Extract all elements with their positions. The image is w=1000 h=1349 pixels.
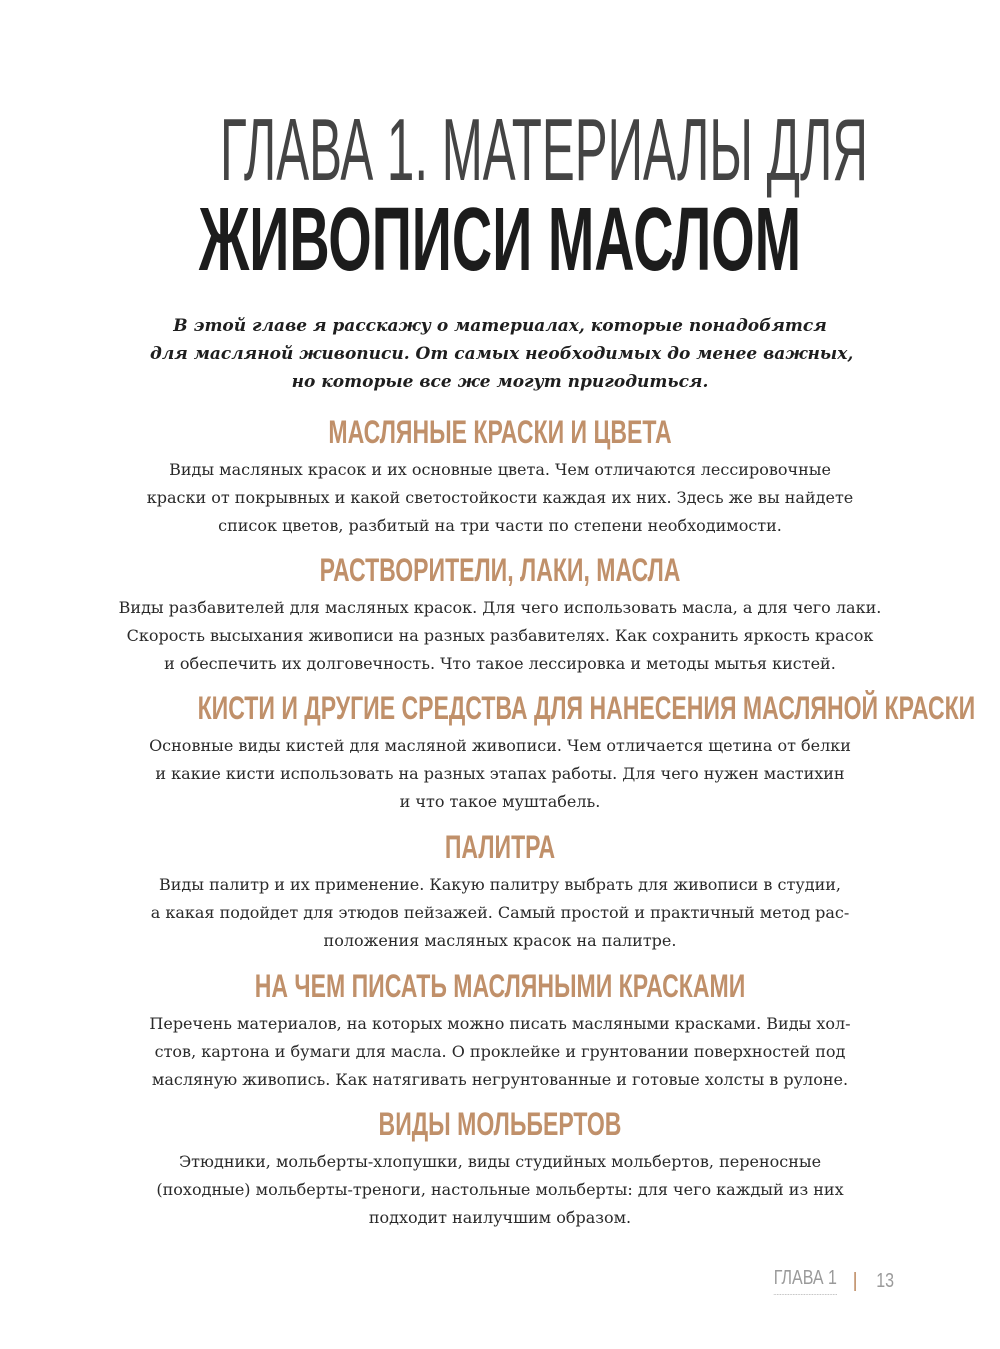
chapter-title-thin-text: ГЛАВА 1. МАТЕРИАЛЫ ДЛЯ: [220, 100, 868, 199]
section-body: [80, 1148, 920, 1232]
intro-line: но которые все же могут пригодиться.: [291, 372, 709, 392]
section-heading: КИСТИ И ДРУГИЕ СРЕДСТВА ДЛЯ НАНЕСЕНИЯ МАСЛЯНОЙ КРАСКИ: [197, 690, 976, 726]
section-brushes: [80, 688, 976, 816]
section-body-line: стов, картона и бумаги для масла. О проклейке и грунтовании поверхностей под: [154, 1042, 846, 1061]
section-easels: [80, 1104, 920, 1232]
section-heading: ПАЛИТРА: [444, 829, 556, 865]
section-heading: НА ЧЕМ ПИСАТЬ МАСЛЯНЫМИ КРАСКАМИ: [254, 968, 746, 1004]
intro-line: В этой главе я расскажу о материалах, которые понадобятся: [173, 316, 827, 336]
section-body-line: список цветов, разбитый на три части по степени необходимости.: [218, 516, 782, 535]
section-body-line: и что такое муштабель.: [399, 792, 601, 811]
section-body-line: краски от покрывных и какой светостойкости каждая их них. Здесь же вы найдете: [146, 488, 854, 507]
section-solvents: [80, 550, 920, 678]
chapter-intro: [150, 312, 854, 396]
page-footer: [758, 1266, 896, 1295]
section-body-line: и какие кисти использовать на разных этапах работы. Для чего нужен мастихин: [155, 764, 845, 783]
section-body-line: Перечень материалов, на которых можно писать масляными красками. Виды хол-: [149, 1014, 851, 1033]
section-palette: [80, 827, 920, 955]
section-body: [80, 594, 920, 678]
section-body-line: (походные) мольберты-треноги, настольные мольберты: для чего каждый из них: [156, 1180, 844, 1199]
section-body: [80, 732, 920, 816]
section-heading: МАСЛЯНЫЕ КРАСКИ И ЦВЕТА: [328, 414, 672, 450]
footer-separator: |: [852, 1269, 858, 1292]
section-heading: ВИДЫ МОЛЬБЕРТОВ: [378, 1106, 622, 1142]
section-body-line: и обеспечить их долговечность. Что такое лессировка и методы мытья кистей.: [164, 654, 836, 673]
section-body-line: Виды палитр и их применение. Какую палитру выбрать для живописи в студии,: [158, 875, 842, 894]
section-body: [80, 871, 920, 955]
section-body-line: Виды разбавителей для масляных красок. Для чего использовать масла, а для чего лаки.: [118, 598, 882, 617]
section-oil-paints: [80, 412, 920, 540]
section-body-line: масляную живопись. Как натягивать негрунтованные и готовые холсты в рулоне.: [151, 1070, 849, 1089]
chapter-title-line-1: [220, 100, 868, 199]
section-surfaces: [80, 966, 920, 1094]
section-body: [80, 456, 920, 540]
section-body-line: Основные виды кистей для масляной живописи. Чем отличается щетина от белки: [149, 736, 851, 755]
section-body-line: подходит наилучшим образом.: [368, 1208, 632, 1227]
section-body-line: Виды масляных красок и их основные цвета. Чем отличаются лессировочные: [169, 460, 831, 479]
section-body-line: а какая подойдет для этюдов пейзажей. Самый простой и практичный метод рас-: [150, 903, 850, 922]
page-number: 13: [875, 1269, 894, 1292]
section-body-line: положения масляных красок на палитре.: [323, 931, 677, 950]
section-body-line: Этюдники, мольберты-хлопушки, виды студийных мольбертов, переносные: [178, 1152, 822, 1171]
section-body: [80, 1010, 920, 1094]
section-body-line: Скорость высыхания живописи на разных разбавителях. Как сохранить яркость красок: [126, 626, 874, 645]
footer-chapter-label: ГЛАВА 1: [773, 1266, 836, 1295]
intro-line: для масляной живописи. От самых необходимых до менее важных,: [150, 344, 854, 364]
section-heading: РАСТВОРИТЕЛИ, ЛАКИ, МАСЛА: [319, 552, 681, 588]
chapter-title-line-2: ЖИВОПИСИ МАСЛОМ: [198, 190, 802, 290]
